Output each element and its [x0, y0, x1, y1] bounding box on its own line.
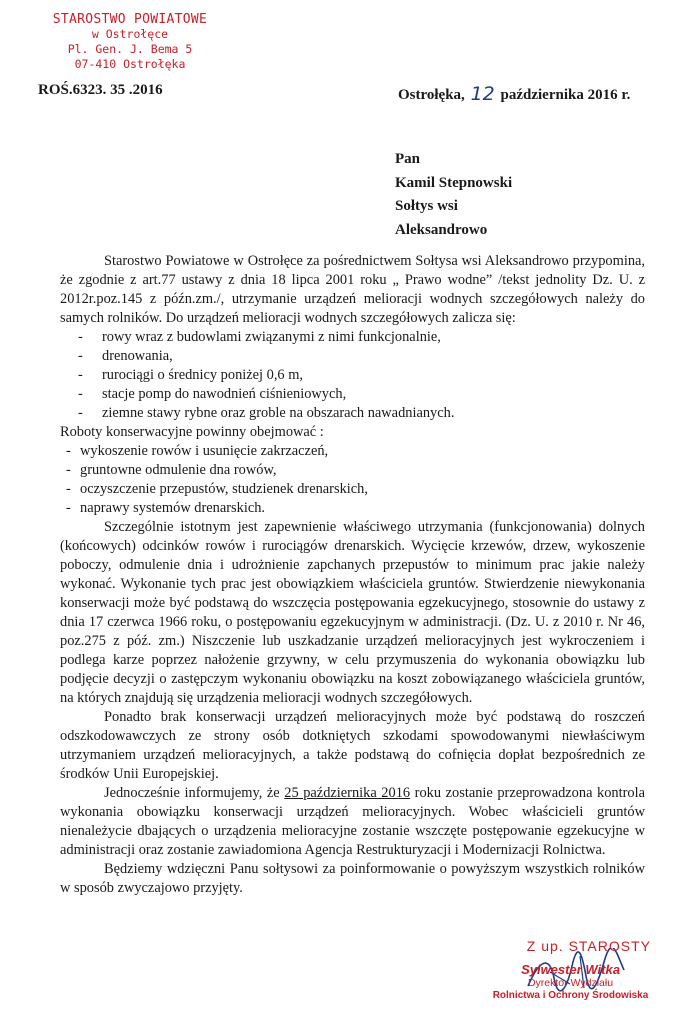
- signature-stamp: [478, 938, 663, 1001]
- letter-body: [60, 252, 645, 898]
- paragraph-closing: Będziemy wdzięczni Panu sołtysowi za poinformowanie o powyższym wszystkich rolników w sposób zwyczajowo przyjęty.: [60, 861, 645, 896]
- addressee-name: Kamil Stepnowski: [395, 174, 513, 191]
- inspection-text-after: roku zostanie przeprowadzona kontrola wykonania obowiązku konserwacji urządzeń melioracyjnych. Wobec właścicieli gruntów nienależycie dbających o urządzenia melioracyjne zostanie wszczęte postępowanie egzekucyjne w administracji oraz zostanie zawiadomiona Agencja Restrukturyzacji i Modernizacji Rolnictwa.: [60, 785, 645, 858]
- paragraph-compensation: Ponadto brak konserwacji urządzeń melioracyjnych może być podstawą do roszczeń odszkodowawczych ze strony osób dotkniętych szkodami spowodowanymi niewłaściwym utrzymaniem urządzeń melioracyjnych, a także podstawą do cofnięcia dopłat bezpośrednich ze środków Unii Europejskiej.: [60, 709, 645, 782]
- list-item: - naprawy systemów drenarskich.: [60, 499, 645, 518]
- paragraph-works-heading: Roboty konserwacyjne powinny obejmować :: [60, 424, 324, 440]
- addressee-title: Sołtys wsi: [395, 198, 458, 214]
- date-day-handwritten: 12: [470, 83, 495, 105]
- list-item: - drenowania,: [60, 347, 645, 366]
- addressee-salutation: Pan: [395, 151, 421, 167]
- paragraph-maintenance: Szczególnie istotnym jest zapewnienie właściwego utrzymania (funkcjonowania) dolnych (końcowych) odcinków rowów i rurociągów drenarskich. Wycięcie krzewów, drzew, wykoszenie poboczy, odmulenie dnia i udrożnienie zapchanych przepustów to minimum prac jakie należy wykonać. Wykonanie tych prac jest obowiązkiem właściciela gruntów. Stwierdzenie niewykonania konserwacji może być podstawą do wszczęcia postępowania egzekucyjnego, stosownie do ustawy z dnia 17 czerwca 1966 roku, o postępowaniu egzekucyjnym w administracji. (Dz. U. z 2010 r. Nr 46, poz.275 z póź. zm.) Niszczenie lub uszkadzanie urządzeń melioracyjnych jest wykroczeniem i podlega karze poprzez nałożenie grzywny, w celu przymuszenia do wykonania obowiązku lub podjęcie decyzji o zastępczym wykonaniu obowiązku na koszt zobowiązanego właściciela gruntów, na których znajdują się urządzenia melioracji wodnych szczegółowych.: [60, 519, 645, 706]
- addressee-village: Aleksandrowo: [395, 221, 488, 238]
- reference-number: ROŚ.6323. 35 .2016: [38, 82, 163, 98]
- signature-authority: Z up. STAROSTY: [526, 938, 651, 954]
- device-list: [60, 328, 645, 423]
- signature-department: Rolnictwa i Ochrony Środowiska: [492, 990, 649, 1001]
- date-line: [398, 82, 630, 104]
- list-item: - rowy wraz z budowlami związanymi z nimi funkcjonalnie,: [60, 328, 645, 347]
- office-stamp: [30, 12, 230, 72]
- inspection-text-before: Jednocześnie informujemy, że: [104, 785, 285, 801]
- list-item: - wykoszenie rowów i usunięcie zakrzaczeń,: [60, 442, 645, 461]
- addressee-block: [395, 148, 512, 242]
- list-item: - oczyszczenie przepustów, studzienek drenarskich,: [60, 480, 645, 499]
- list-item: - rurociągi o średnicy poniżej 0,6 m,: [60, 366, 645, 385]
- paragraph-inspection: [60, 784, 645, 860]
- list-item: - stacje pomp do nawodnień ciśnieniowych,: [60, 385, 645, 404]
- signature-position: Dyrektor Wydziału: [527, 977, 614, 989]
- stamp-line-office: STAROSTWO POWIATOWE: [52, 12, 208, 27]
- date-rest: października 2016 r.: [500, 87, 631, 103]
- inspection-date: 25 października 2016: [284, 785, 411, 801]
- stamp-line-postcode: 07-410 Ostrołęka: [74, 57, 186, 71]
- date-city: Ostrołęka,: [398, 87, 465, 103]
- signature-name: Sylwester Witka: [521, 962, 620, 977]
- list-item: - ziemne stawy rybne oraz groble na obszarach nawadnianych.: [60, 404, 645, 423]
- works-list: [60, 442, 645, 518]
- paragraph-intro: Starostwo Powiatowe w Ostrołęce za pośrednictwem Sołtysa wsi Aleksandrowo przypomina, że zgodnie z art.77 ustawy z dnia 18 lipca 2001 roku „ Prawo wodne” /tekst jednolity Dz. U. z 2012r.poz.145 z późn.zm./, utrzymanie urządzeń melioracji wodnych szczegółowych należy do samych rolników. Do urządzeń melioracji wodnych szczegółowych zalicza się:: [60, 253, 645, 326]
- list-item: - gruntowne odmulenie dna rowów,: [60, 461, 645, 480]
- stamp-line-street: Pl. Gen. J. Bema 5: [67, 42, 193, 56]
- stamp-line-city: w Ostrołęce: [91, 27, 169, 41]
